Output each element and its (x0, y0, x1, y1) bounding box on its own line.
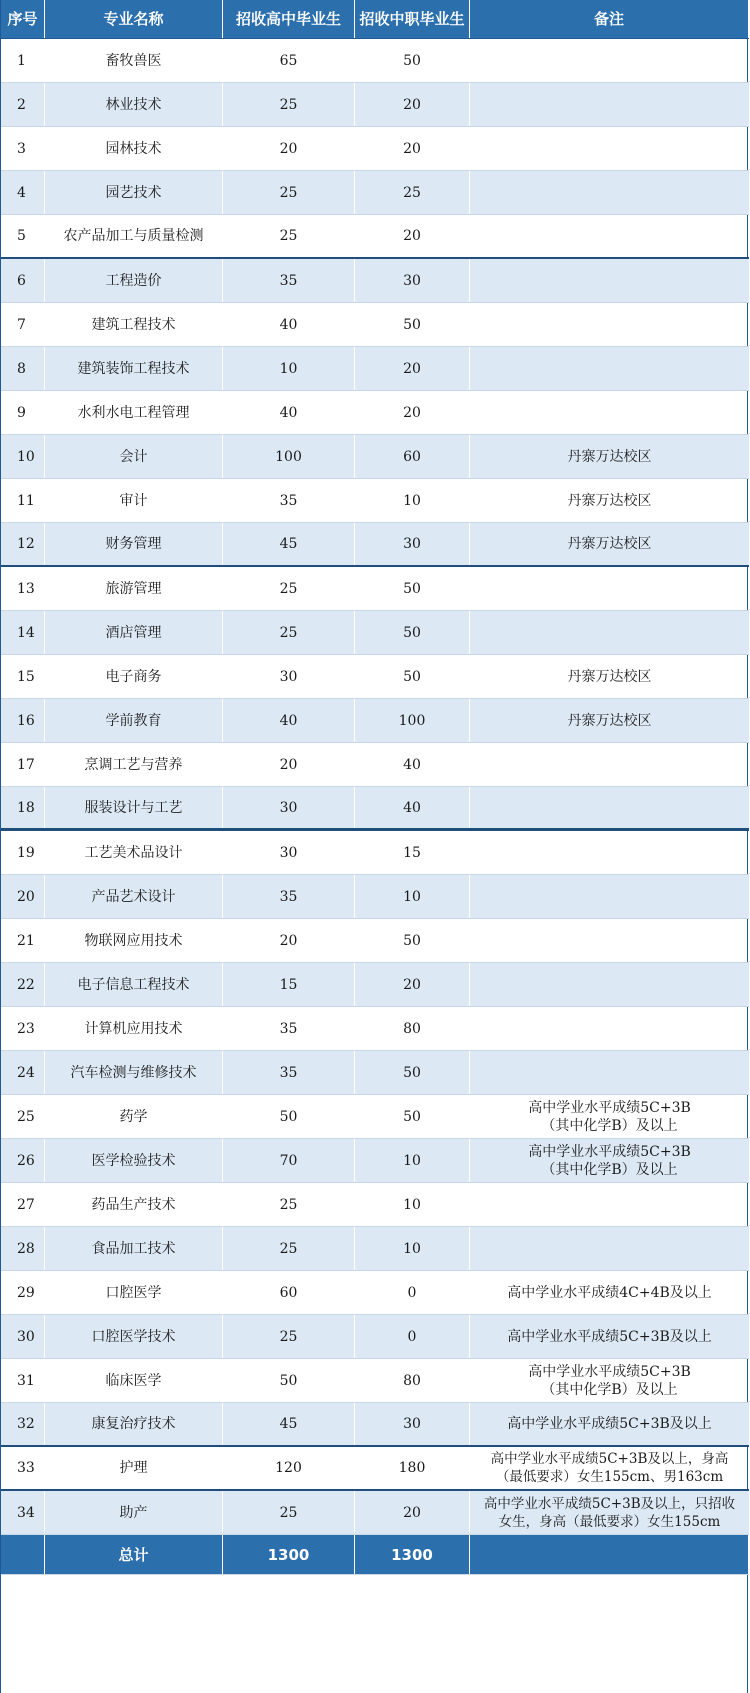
vocational-quota: 50 (355, 303, 470, 346)
major-name: 计算机应用技术 (45, 1007, 223, 1050)
vocational-quota: 50 (355, 655, 470, 698)
remark (470, 611, 749, 654)
high-school-quota: 30 (223, 787, 355, 828)
vocational-quota: 0 (355, 1271, 470, 1314)
remark (470, 347, 749, 390)
major-name: 审计 (45, 479, 223, 522)
vocational-quota: 25 (355, 171, 470, 214)
table-row (1, 1007, 749, 1051)
remark (470, 919, 749, 962)
vocational-quota: 50 (355, 611, 470, 654)
major-name: 医学检验技术 (45, 1139, 223, 1182)
total-index-cell (1, 1535, 45, 1574)
major-name: 工程造价 (45, 259, 223, 302)
row-index: 26 (1, 1139, 45, 1182)
remark: 丹寨万达校区 (567, 712, 652, 729)
remark: 高中学业水平成绩5C+3B及以上，只招收 女生，身高（最低要求）女生155cm (483, 1495, 736, 1530)
remark (470, 1183, 749, 1226)
table-row (1, 1051, 749, 1095)
high-school-quota: 45 (223, 1403, 355, 1445)
major-name: 产品艺术设计 (45, 875, 223, 918)
remark (470, 831, 749, 874)
remark: 高中学业水平成绩5C+3B （其中化学B）及以上 (528, 1099, 691, 1134)
remark (470, 259, 749, 302)
total-label: 总计 (45, 1535, 223, 1574)
remark: 丹寨万达校区 (567, 448, 652, 465)
total-high-school: 1300 (223, 1535, 355, 1574)
high-school-quota: 25 (223, 1227, 355, 1270)
row-index: 4 (1, 171, 45, 214)
high-school-quota: 45 (223, 523, 355, 565)
remark (470, 1227, 749, 1270)
high-school-quota: 20 (223, 919, 355, 962)
remark (470, 171, 749, 214)
remark (470, 303, 749, 346)
row-index: 2 (1, 83, 45, 126)
high-school-quota: 50 (223, 1095, 355, 1138)
table-row (1, 303, 749, 347)
remark (470, 39, 749, 82)
row-index: 3 (1, 127, 45, 170)
vocational-quota: 80 (355, 1007, 470, 1050)
high-school-quota: 60 (223, 1271, 355, 1314)
major-name: 服装设计与工艺 (45, 787, 223, 828)
vocational-quota: 10 (355, 1139, 470, 1182)
vocational-quota: 80 (355, 1359, 470, 1402)
vocational-quota: 30 (355, 1403, 470, 1445)
table-row (1, 1095, 749, 1139)
remark: 高中学业水平成绩4C+4B及以上 (507, 1284, 712, 1301)
high-school-quota: 10 (223, 347, 355, 390)
vocational-quota: 20 (355, 963, 470, 1006)
high-school-quota: 35 (223, 875, 355, 918)
remark: 高中学业水平成绩5C+3B （其中化学B）及以上 (528, 1143, 691, 1178)
vocational-quota: 50 (355, 39, 470, 82)
major-name: 建筑工程技术 (45, 303, 223, 346)
remark (470, 215, 749, 257)
row-index: 32 (1, 1403, 45, 1445)
table-row (1, 1183, 749, 1227)
row-index: 12 (1, 523, 45, 565)
major-name: 建筑装饰工程技术 (45, 347, 223, 390)
total-vocational: 1300 (355, 1535, 470, 1574)
vocational-quota: 50 (355, 1051, 470, 1094)
major-name: 财务管理 (45, 523, 223, 565)
high-school-quota: 15 (223, 963, 355, 1006)
high-school-quota: 100 (223, 435, 355, 478)
row-index: 20 (1, 875, 45, 918)
table-row (1, 567, 749, 611)
vocational-quota: 20 (355, 83, 470, 126)
remark (470, 743, 749, 786)
major-name: 会计 (45, 435, 223, 478)
major-name: 农产品加工与质量检测 (45, 215, 223, 257)
row-index: 24 (1, 1051, 45, 1094)
vocational-quota: 40 (355, 787, 470, 828)
row-index: 33 (1, 1447, 45, 1489)
major-name: 水利水电工程管理 (45, 391, 223, 434)
major-name: 护理 (45, 1447, 223, 1489)
table-header (1, 0, 749, 39)
row-index: 5 (1, 215, 45, 257)
vocational-quota: 20 (355, 391, 470, 434)
table-row (1, 127, 749, 171)
major-name: 食品加工技术 (45, 1227, 223, 1270)
row-index: 16 (1, 699, 45, 742)
high-school-quota: 40 (223, 699, 355, 742)
table-row (1, 347, 749, 391)
table-row (1, 699, 749, 743)
major-name: 临床医学 (45, 1359, 223, 1402)
table-row (1, 215, 749, 259)
vocational-quota: 0 (355, 1315, 470, 1358)
remark (470, 391, 749, 434)
table-row (1, 435, 749, 479)
table-row (1, 1227, 749, 1271)
high-school-quota: 70 (223, 1139, 355, 1182)
table-row (1, 1447, 749, 1491)
vocational-quota: 60 (355, 435, 470, 478)
table-row (1, 391, 749, 435)
high-school-quota: 25 (223, 567, 355, 610)
table-row (1, 259, 749, 303)
remark (470, 963, 749, 1006)
remark (470, 567, 749, 610)
high-school-quota: 20 (223, 743, 355, 786)
row-index: 29 (1, 1271, 45, 1314)
major-name: 药品生产技术 (45, 1183, 223, 1226)
remark (470, 875, 749, 918)
vocational-quota: 10 (355, 1183, 470, 1226)
major-name: 助产 (45, 1491, 223, 1534)
remark: 高中学业水平成绩5C+3B （其中化学B）及以上 (528, 1363, 691, 1398)
table-row (1, 655, 749, 699)
vocational-quota: 20 (355, 1491, 470, 1534)
row-index: 19 (1, 831, 45, 874)
major-name: 林业技术 (45, 83, 223, 126)
table-row (1, 919, 749, 963)
high-school-quota: 40 (223, 303, 355, 346)
table-row (1, 39, 749, 83)
vocational-quota: 180 (355, 1447, 470, 1489)
high-school-quota: 25 (223, 1183, 355, 1226)
remark (470, 1051, 749, 1094)
major-name: 电子信息工程技术 (45, 963, 223, 1006)
header-major: 专业名称 (45, 0, 223, 38)
table-row (1, 83, 749, 127)
major-name: 物联网应用技术 (45, 919, 223, 962)
table-row (1, 1139, 749, 1183)
header-vocational: 招收中职毕业生 (355, 0, 470, 38)
high-school-quota: 50 (223, 1359, 355, 1402)
remark: 高中学业水平成绩5C+3B及以上 (507, 1416, 712, 1432)
table-row (1, 831, 749, 875)
high-school-quota: 25 (223, 171, 355, 214)
high-school-quota: 35 (223, 479, 355, 522)
row-index: 14 (1, 611, 45, 654)
vocational-quota: 50 (355, 919, 470, 962)
major-name: 药学 (45, 1095, 223, 1138)
table-row (1, 1271, 749, 1315)
header-index: 序号 (1, 0, 45, 38)
major-name: 园艺技术 (45, 171, 223, 214)
total-remarks (470, 1535, 749, 1574)
vocational-quota: 100 (355, 699, 470, 742)
vocational-quota: 20 (355, 347, 470, 390)
vocational-quota: 10 (355, 479, 470, 522)
row-index: 22 (1, 963, 45, 1006)
row-index: 10 (1, 435, 45, 478)
header-high-school: 招收高中毕业生 (223, 0, 355, 38)
row-index: 31 (1, 1359, 45, 1402)
major-name: 烹调工艺与营养 (45, 743, 223, 786)
high-school-quota: 25 (223, 215, 355, 257)
vocational-quota: 15 (355, 831, 470, 874)
row-index: 21 (1, 919, 45, 962)
major-name: 旅游管理 (45, 567, 223, 610)
major-name: 学前教育 (45, 699, 223, 742)
remark (470, 83, 749, 126)
table-row (1, 523, 749, 567)
total-row (1, 1535, 749, 1575)
row-index: 30 (1, 1315, 45, 1358)
major-name: 畜牧兽医 (45, 39, 223, 82)
high-school-quota: 25 (223, 1491, 355, 1534)
high-school-quota: 25 (223, 83, 355, 126)
remark: 丹寨万达校区 (567, 668, 652, 685)
vocational-quota: 10 (355, 1227, 470, 1270)
row-index: 11 (1, 479, 45, 522)
table-row (1, 171, 749, 215)
remark (470, 127, 749, 170)
row-index: 8 (1, 347, 45, 390)
high-school-quota: 30 (223, 655, 355, 698)
major-name: 园林技术 (45, 127, 223, 170)
vocational-quota: 40 (355, 743, 470, 786)
remark: 高中学业水平成绩5C+3B及以上 (507, 1328, 712, 1345)
row-index: 25 (1, 1095, 45, 1138)
row-index: 15 (1, 655, 45, 698)
vocational-quota: 10 (355, 875, 470, 918)
high-school-quota: 25 (223, 1315, 355, 1358)
row-index: 13 (1, 567, 45, 610)
major-name: 口腔医学 (45, 1271, 223, 1314)
row-index: 1 (1, 39, 45, 82)
row-index: 9 (1, 391, 45, 434)
row-index: 27 (1, 1183, 45, 1226)
table-row (1, 611, 749, 655)
vocational-quota: 30 (355, 259, 470, 302)
major-name: 工艺美术品设计 (45, 831, 223, 874)
vocational-quota: 50 (355, 567, 470, 610)
row-index: 18 (1, 787, 45, 828)
high-school-quota: 35 (223, 1007, 355, 1050)
row-index: 7 (1, 303, 45, 346)
vocational-quota: 50 (355, 1095, 470, 1138)
major-name: 口腔医学技术 (45, 1315, 223, 1358)
major-name: 酒店管理 (45, 611, 223, 654)
high-school-quota: 30 (223, 831, 355, 874)
major-name: 康复治疗技术 (45, 1403, 223, 1445)
table-row (1, 963, 749, 1007)
table-row (1, 743, 749, 787)
vocational-quota: 20 (355, 127, 470, 170)
high-school-quota: 35 (223, 1051, 355, 1094)
table-row (1, 875, 749, 919)
row-index: 23 (1, 1007, 45, 1050)
row-index: 28 (1, 1227, 45, 1270)
vocational-quota: 30 (355, 523, 470, 565)
remark: 丹寨万达校区 (567, 492, 652, 509)
row-index: 6 (1, 259, 45, 302)
remark (470, 787, 749, 828)
vocational-quota: 20 (355, 215, 470, 257)
row-index: 34 (1, 1491, 45, 1534)
high-school-quota: 25 (223, 611, 355, 654)
major-name: 电子商务 (45, 655, 223, 698)
remark (470, 1007, 749, 1050)
row-index: 17 (1, 743, 45, 786)
table-row (1, 1491, 749, 1535)
high-school-quota: 35 (223, 259, 355, 302)
table-row (1, 1403, 749, 1447)
table-row (1, 1359, 749, 1403)
table-row (1, 787, 749, 831)
high-school-quota: 65 (223, 39, 355, 82)
table-row (1, 479, 749, 523)
high-school-quota: 20 (223, 127, 355, 170)
high-school-quota: 120 (223, 1447, 355, 1489)
remark: 丹寨万达校区 (567, 536, 652, 552)
table-row (1, 1315, 749, 1359)
high-school-quota: 40 (223, 391, 355, 434)
header-remarks: 备注 (470, 0, 749, 38)
remark: 高中学业水平成绩5C+3B及以上，身高 （最低要求）女生155cm、男163cm (490, 1451, 729, 1485)
major-name: 汽车检测与维修技术 (45, 1051, 223, 1094)
